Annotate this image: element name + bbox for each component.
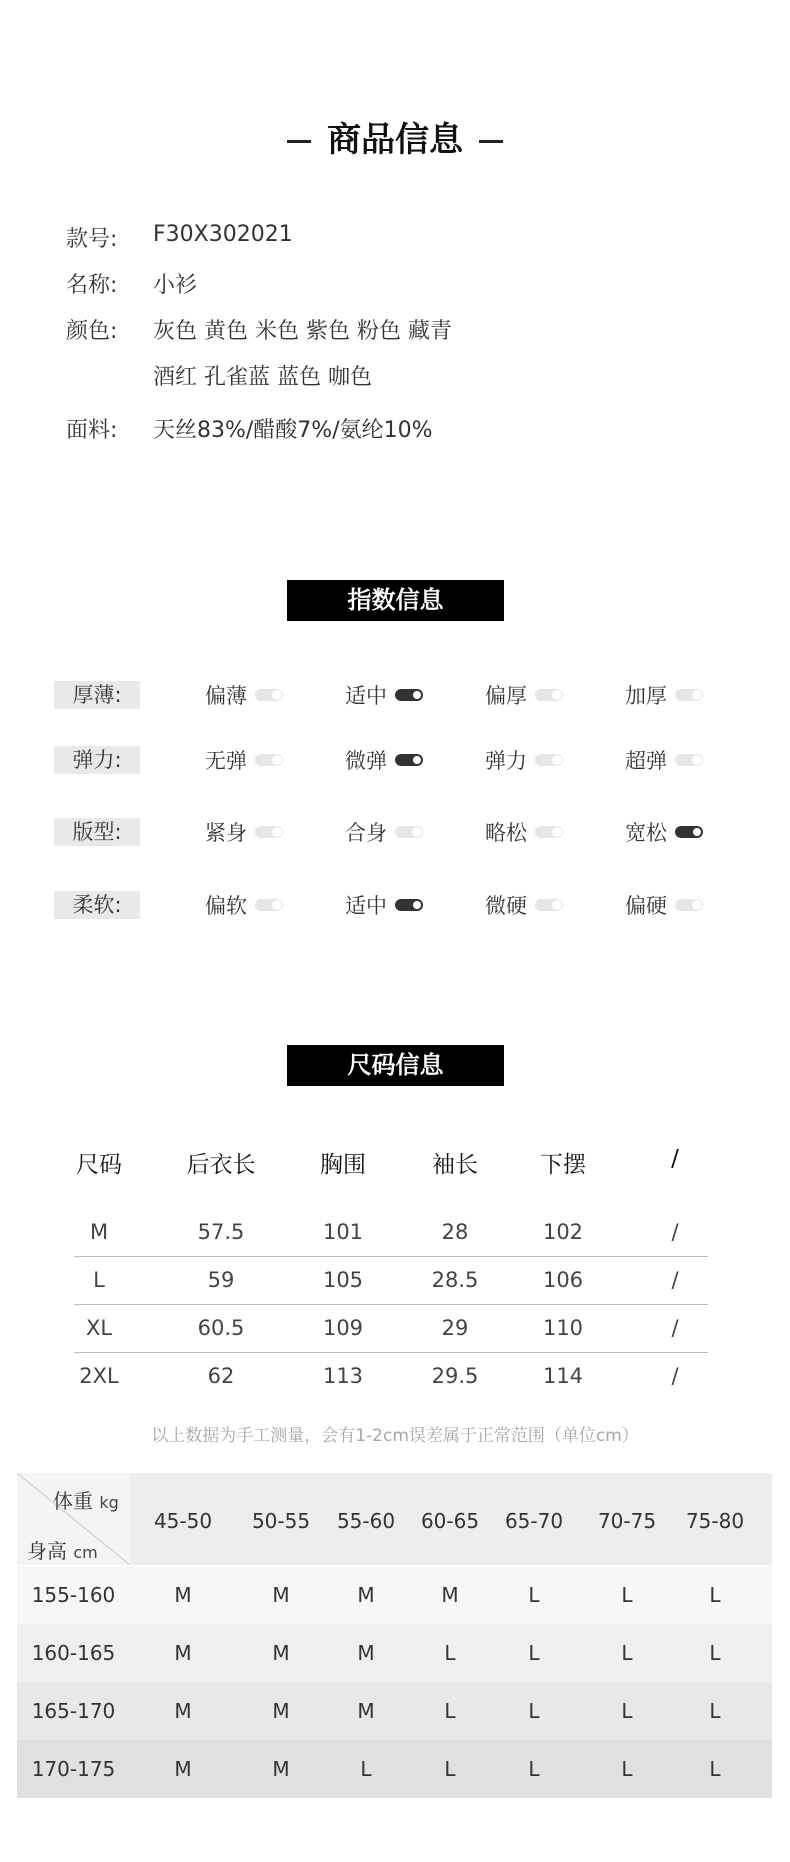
weight-range-header: 60-65 [420,1509,480,1533]
index-option [485,817,563,847]
index-option [205,817,283,847]
size-table-cell: XL [85,1316,113,1340]
reference-corner-cell [17,1473,130,1565]
index-option [345,745,423,775]
toggle-icon [395,899,423,911]
title-dash-left [287,140,311,143]
index-option-label: 无弹 [205,749,247,773]
recommended-size-cell: M [174,1757,192,1781]
size-table-header: 袖长 [432,1152,478,1178]
index-option [485,680,563,710]
weight-label-text: 体重 [53,1489,93,1513]
size-table-cell: / [671,1220,679,1244]
recommended-size-cell: M [272,1641,290,1665]
recommended-size-cell: L [528,1641,540,1665]
index-option [205,890,283,920]
height-axis-label [27,1535,98,1564]
toggle-icon [535,754,563,766]
index-option-label: 加厚 [625,684,667,708]
height-unit-text: cm [73,1543,98,1562]
size-table-cell: 106 [542,1268,584,1292]
toggle-icon [675,899,703,911]
index-option-label: 微弹 [345,749,387,773]
size-table-cell: 29 [441,1316,469,1340]
index-option-label: 宽松 [625,821,667,845]
recommended-size-cell: L [528,1757,540,1781]
weight-unit-text: kg [99,1493,119,1512]
index-option [205,680,283,710]
index-row-label: 厚薄: [54,681,140,709]
size-table-cell: 105 [322,1268,364,1292]
size-table-cell: 114 [542,1364,584,1388]
index-option-label: 适中 [345,684,387,708]
size-table-cell: 28 [441,1220,469,1244]
color-value-line2: 酒红 孔雀蓝 蓝色 咖色 [153,365,372,390]
size-table-cell: / [671,1316,679,1340]
size-table-header: 下摆 [540,1152,586,1178]
weight-range-header: 45-50 [153,1509,213,1533]
recommended-size-cell: M [272,1699,290,1723]
size-table-header: 后衣长 [186,1152,256,1178]
toggle-icon [535,899,563,911]
toggle-icon [675,689,703,701]
size-row-divider [74,1304,708,1305]
toggle-icon [535,826,563,838]
product-section-title [0,112,790,161]
recommended-size-cell: L [709,1583,721,1607]
index-option [625,680,703,710]
index-option [345,817,423,847]
index-option-label: 偏薄 [205,684,247,708]
size-table-cell: / [671,1268,679,1292]
height-label-text: 身高 [27,1539,67,1563]
product-title-text: 商品信息 [327,120,463,160]
size-table-cell: 29.5 [431,1364,479,1388]
index-option-label: 偏软 [205,894,247,918]
index-option [625,817,703,847]
size-table-cell: 102 [542,1220,584,1244]
recommended-size-cell: L [621,1699,633,1723]
size-table-cell: 2XL [79,1364,119,1388]
index-section-banner: 指数信息 [287,580,504,621]
recommended-size-cell: M [357,1583,375,1607]
height-range-label: 155-160 [31,1583,116,1607]
recommended-size-cell: L [444,1641,456,1665]
size-table-cell: 28.5 [431,1268,479,1292]
color-value-line1: 灰色 黄色 米色 紫色 粉色 藏青 [153,319,452,344]
toggle-icon [535,689,563,701]
recommended-size-cell: L [709,1641,721,1665]
index-option [625,745,703,775]
toggle-icon [395,689,423,701]
recommended-size-cell: M [357,1699,375,1723]
recommended-size-cell: L [621,1641,633,1665]
weight-range-header: 75-80 [685,1509,745,1533]
size-section-banner: 尺码信息 [287,1045,504,1086]
weight-range-header: 65-70 [504,1509,564,1533]
toggle-icon [675,754,703,766]
weight-axis-label [53,1485,119,1514]
recommended-size-cell: L [360,1757,372,1781]
toggle-icon [255,754,283,766]
size-table-header: / [671,1146,679,1172]
recommended-size-cell: M [441,1583,459,1607]
size-table-cell: 101 [322,1220,364,1244]
toggle-icon [255,899,283,911]
weight-range-header: 70-75 [597,1509,657,1533]
index-option-label: 紧身 [205,821,247,845]
size-table-cell: 113 [322,1364,364,1388]
recommended-size-cell: M [174,1699,192,1723]
index-option-label: 合身 [345,821,387,845]
color-label: 颜色: [66,319,118,344]
fabric-value: 天丝83%/醋酸7%/氨纶10% [153,418,433,443]
height-range-label: 170-175 [31,1757,116,1781]
index-option [205,745,283,775]
style-number-value: F30X302021 [153,222,293,247]
index-row-label: 弹力: [54,746,140,774]
size-table-cell: M [89,1220,109,1244]
size-row-divider [74,1256,708,1257]
measurement-note: 以上数据为手工测量，会有1-2cm误差属于正常范围（单位cm） [151,1426,639,1446]
index-option-label: 略松 [485,821,527,845]
index-option [625,890,703,920]
size-table-cell: 110 [542,1316,584,1340]
size-table-header: 胸围 [320,1152,366,1178]
style-number-label: 款号: [66,227,118,252]
size-row-divider [74,1352,708,1353]
weight-range-header: 50-55 [251,1509,311,1533]
recommended-size-cell: M [272,1583,290,1607]
toggle-icon [255,689,283,701]
toggle-icon [395,826,423,838]
recommended-size-cell: M [357,1641,375,1665]
recommended-size-cell: M [174,1641,192,1665]
recommended-size-cell: L [621,1757,633,1781]
weight-range-header: 55-60 [336,1509,396,1533]
size-table-cell: 62 [207,1364,235,1388]
recommended-size-cell: M [174,1583,192,1607]
index-option [345,680,423,710]
index-row-label: 柔软: [54,891,140,919]
size-table-cell: L [93,1268,105,1292]
height-range-label: 160-165 [31,1641,116,1665]
size-table-cell: / [671,1364,679,1388]
recommended-size-cell: L [709,1699,721,1723]
size-table-header: 尺码 [76,1152,122,1178]
product-name-value: 小衫 [153,273,198,298]
index-row-label: 版型: [54,818,140,846]
toggle-icon [675,826,703,838]
index-option-label: 微硬 [485,894,527,918]
index-option [485,890,563,920]
index-option [345,890,423,920]
index-option [485,745,563,775]
toggle-icon [395,754,423,766]
fabric-label: 面料: [66,418,118,443]
index-option-label: 弹力 [485,749,527,773]
title-dash-right [479,140,503,143]
size-table-cell: 109 [322,1316,364,1340]
toggle-icon [255,826,283,838]
product-name-label: 名称: [66,273,118,298]
index-option-label: 偏硬 [625,894,667,918]
size-table-cell: 60.5 [197,1316,245,1340]
size-table-cell: 59 [207,1268,235,1292]
recommended-size-cell: L [621,1583,633,1607]
recommended-size-cell: L [444,1757,456,1781]
recommended-size-cell: M [272,1757,290,1781]
index-option-label: 适中 [345,894,387,918]
recommended-size-cell: L [709,1757,721,1781]
size-table-cell: 57.5 [197,1220,245,1244]
index-option-label: 偏厚 [485,684,527,708]
recommended-size-cell: L [528,1699,540,1723]
height-range-label: 165-170 [31,1699,116,1723]
recommended-size-cell: L [528,1583,540,1607]
index-option-label: 超弹 [625,749,667,773]
recommended-size-cell: L [444,1699,456,1723]
